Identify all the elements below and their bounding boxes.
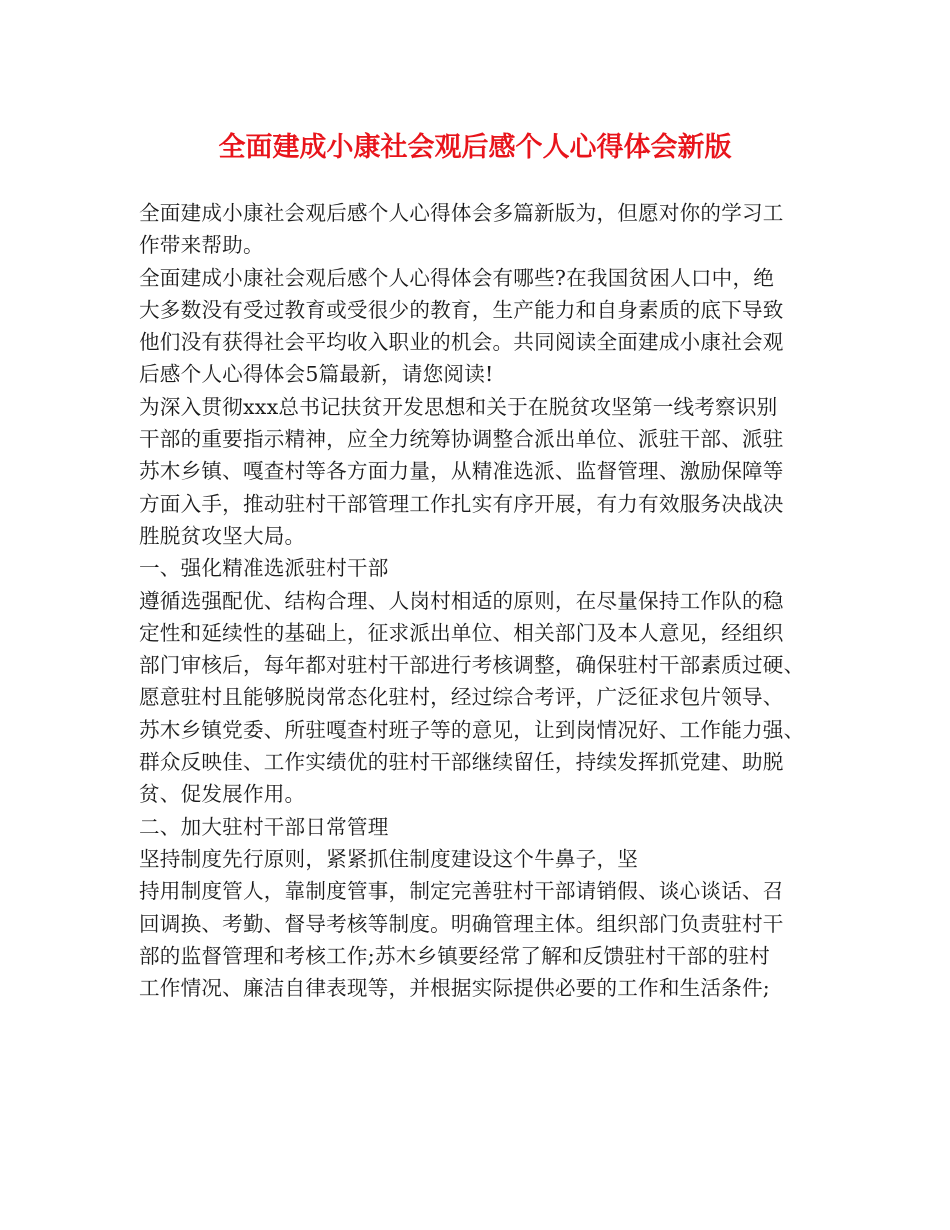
body-line: 苏木乡镇、嘎查村等各方面力量，从精准选派、监督管理、激励保障等 [139, 459, 784, 484]
body-line: 部的监督管理和考核工作;苏木乡镇要经常了解和反馈驻村干部的驻村 [139, 943, 770, 968]
body-line: 定性和延续性的基础上，征求派出单位、相关部门及本人意见，经组织 [139, 620, 784, 645]
body-line: 全面建成小康社会观后感个人心得体会多篇新版为，但愿对你的学习工 [139, 201, 784, 225]
body-line: 部门审核后，每年都对驻村干部进行考核调整，确保驻村干部素质过硬、 [139, 653, 805, 678]
body-line: 大多数没有受过教育或受很少的教育，生产能力和自身素质的底下导致 [139, 297, 784, 322]
body-line: 坚持制度先行原则，紧紧抓住制度建设这个牛鼻子，坚 [139, 846, 639, 871]
body-line: 苏木乡镇党委、所驻嘎查村班子等的意见，让到岗情况好、工作能力强、 [139, 717, 805, 742]
section-heading: 一、强化精准选派驻村干部 [139, 556, 389, 581]
body-line: 干部的重要指示精神，应全力统筹协调整合派出单位、派驻干部、派驻 [139, 427, 784, 452]
body-line: 群众反映佳、工作实绩优的驻村干部继续留任，持续发挥抓党建、助脱 [139, 750, 784, 775]
body-line: 方面入手，推动驻村干部管理工作扎实有序开展，有力有效服务决战决 [139, 491, 784, 516]
body-line: 全面建成小康社会观后感个人心得体会有哪些?在我国贫困人口中，绝 [139, 265, 775, 290]
body-line: 工作情况、廉洁自律表现等，并根据实际提供必要的工作和生活条件; [139, 976, 770, 1001]
body-line: 贫、促发展作用。 [139, 782, 306, 807]
document-title: 全面建成小康社会观后感个人心得体会新版 [218, 132, 732, 163]
body-line: 回调换、考勤、督导考核等制度。明确管理主体。组织部门负责驻村干 [139, 911, 784, 936]
body-line: 作带来帮助。 [139, 233, 264, 258]
body-line: 遵循选强配优、结构合理、人岗村相适的原则，在尽量保持工作队的稳 [139, 588, 784, 613]
body-line: 他们没有获得社会平均收入职业的机会。共同阅读全面建成小康社会观 [139, 330, 784, 355]
body-line: 为深入贯彻xxx总书记扶贫开发思想和关于在脱贫攻坚第一线考察识别 [139, 394, 778, 419]
body-line: 后感个人心得体会5篇最新，请您阅读! [139, 362, 494, 387]
section-heading: 二、加大驻村干部日常管理 [139, 814, 389, 839]
body-line: 胜脱贫攻坚大局。 [139, 523, 306, 548]
document-body [139, 197, 829, 1004]
body-line: 持用制度管人，靠制度管事，制定完善驻村干部请销假、谈心谈话、召 [139, 879, 784, 904]
body-line: 愿意驻村且能够脱岗常态化驻村，经过综合考评，广泛征求包片领导、 [139, 685, 784, 710]
